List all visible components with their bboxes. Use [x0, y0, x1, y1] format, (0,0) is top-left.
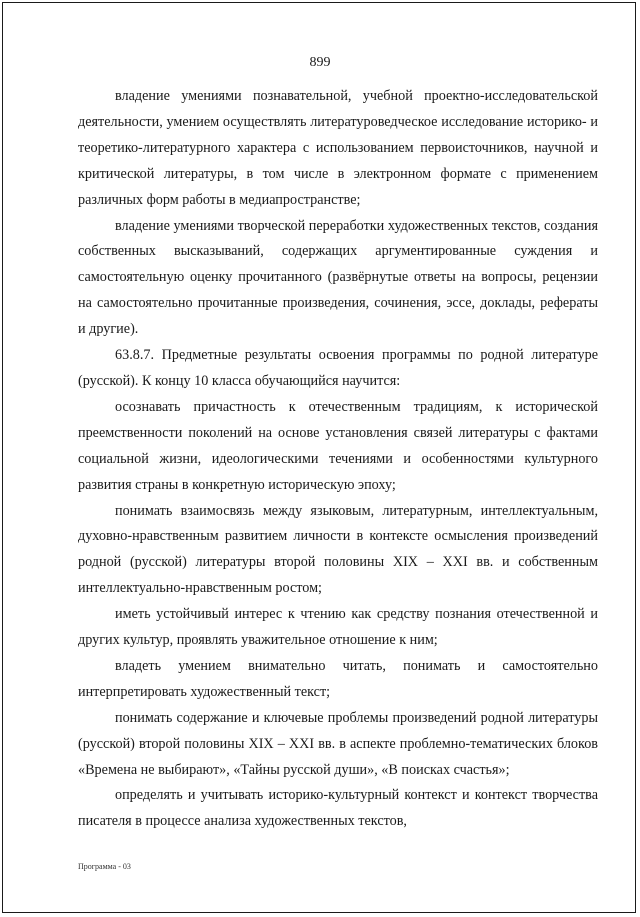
paragraph: владение умениями творческой переработки художественных текстов, создания собственных высказываний, содержащих аргументированные суждения и самостоятельную оценку прочитанного (развёрнутые ответы на вопросы, рецензии на самостоятельно прочитанные произведения, сочинения, эссе, доклады, рефераты и другие).	[78, 217, 598, 338]
paragraph: иметь устойчивый интерес к чтению как средству познания отечественной и других культур, проявлять уважительное отношение к ним;	[78, 606, 598, 649]
paragraph: владение умениями познавательной, учебной проектно-исследовательской деятельности, умением осуществлять литературоведческое исследование историко- и теоретико-литературного характера с использованием первоисточников, научной и критической литературы, в том числе в электронном формате с применением различных форм работы в медиапространстве;	[78, 88, 598, 208]
paragraph: 63.8.7. Предметные результаты освоения программы по родной литературе (русской). К концу 10 класса обучающийся научится:	[78, 347, 598, 389]
paragraph: владеть умением внимательно читать, понимать и самостоятельно интерпретировать художественный текст;	[78, 657, 598, 700]
page-number: 899	[309, 55, 331, 70]
page-footer: Программа - 03	[78, 862, 131, 871]
paragraph: определять и учитывать историко-культурный контекст и контекст творчества писателя в процессе анализа художественных текстов,	[78, 787, 598, 830]
paragraph: понимать содержание и ключевые проблемы произведений родной литературы (русской) второй половины XIX – XXI вв. в аспекте проблемно-тематических блоков «Времена не выбирают», «Тайны русской души», «В поисках счастья»;	[78, 709, 598, 778]
document-body	[78, 84, 598, 835]
paragraph: понимать взаимосвязь между языковым, литературным, интеллектуальным, духовно-нравственным развитием личности в контексте осмысления произведений родной (русской) литературы второй половины XIX – XXI вв. и собственным интеллектуально-нравственным ростом;	[78, 502, 598, 597]
paragraph: осознавать причастность к отечественным традициям, к исторической преемственности поколений на основе установления связей литературы с фактами социальной жизни, идеологическими течениями и особенностями культурного развития страны в конкретную историческую эпоху;	[78, 398, 598, 493]
